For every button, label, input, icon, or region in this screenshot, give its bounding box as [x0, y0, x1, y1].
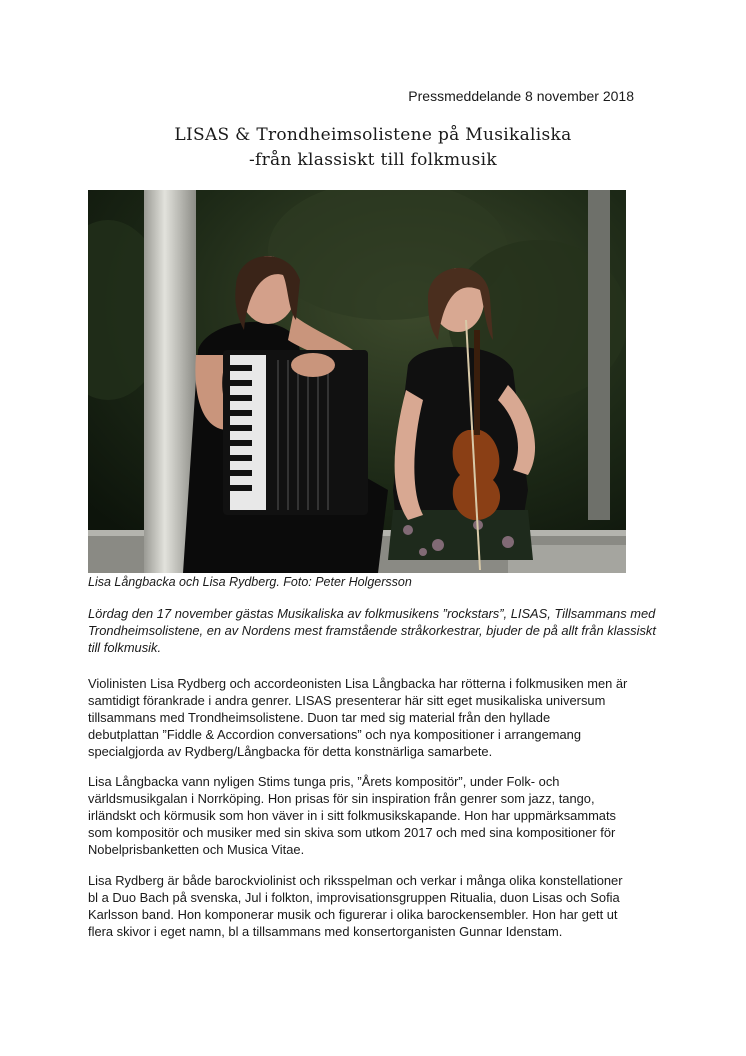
lead-line: Lördag den 17 november gästas Musikaliska av folkmusikens ”rockstars”, LISAS, Tillsammans med	[88, 606, 656, 621]
paragraph-line: debutplattan ”Fiddle & Accordion conversations” och nya kompositioner i arrangemang	[88, 727, 581, 742]
paragraph-line: tillsammans med Trondheimsolistene. Duon tar med sig material från den hyllade	[88, 710, 551, 725]
photo-caption: Lisa Långbacka och Lisa Rydberg. Foto: Peter Holgersson	[88, 575, 412, 589]
paragraph-line: som kompositör och musiker med sin skiva som utkom 2017 och med sina kompositioner för	[88, 825, 616, 840]
body-paragraph-3	[88, 872, 658, 940]
paragraph-line: samtidigt förankrade i andra genrer. LISAS presenterar här sitt eget musikaliska universum	[88, 693, 606, 708]
title-line-2: -från klassiskt till folkmusik	[248, 150, 497, 170]
body-paragraph-1	[88, 675, 658, 760]
paragraph-line: bl a Duo Bach på svenska, Jul i folkton, improvisationsgruppen Ritualia, duon Lisas och Sofia	[88, 890, 620, 905]
lead-paragraph	[88, 605, 658, 656]
photo-illustration	[88, 190, 626, 573]
title-line-1: LISAS & Trondheimsolistene på Musikaliska	[174, 125, 572, 145]
page-title	[0, 123, 746, 173]
lead-line: Trondheimsolistene, en av Nordens mest framstående stråkorkestrar, bjuder de på allt från klassiskt	[88, 623, 656, 638]
body-paragraph-2	[88, 773, 658, 858]
paragraph-line: specialgjorda av Rydberg/Långbacka för detta konstnärliga samarbete.	[88, 744, 493, 759]
paragraph-line: Lisa Rydberg är både barockviolinist och riksspelman och verkar i många olika konstellationer	[88, 873, 623, 888]
paragraph-line: Violinisten Lisa Rydberg och accordeonisten Lisa Långbacka har rötterna i folkmusiken men är	[88, 676, 628, 691]
paragraph-line: flera skivor i eget namn, bl a tillsammans med konsertorganisten Gunnar Idenstam.	[88, 924, 563, 939]
paragraph-line: Nobelprisbanketten och Musica Vitae.	[88, 842, 305, 857]
paragraph-line: Lisa Långbacka vann nyligen Stims tunga pris, ”Årets kompositör”, under Folk- och	[88, 774, 560, 789]
paragraph-line: världsmusikgalan i Norrköping. Hon prisas för sin inspiration från genrer som jazz, tango,	[88, 791, 595, 806]
press-release-date: Pressmeddelande 8 november 2018	[408, 88, 634, 104]
lead-line: till folkmusik.	[88, 640, 162, 655]
paragraph-line: Karlsson band. Hon komponerar musik och figurerar i olika barockensembler. Hon har gett ut	[88, 907, 618, 922]
duo-photo	[88, 190, 626, 573]
paragraph-line: irländskt och körmusik som hon väver in i sitt folkmusikskapande. Hon har uppmärksammats	[88, 808, 617, 823]
